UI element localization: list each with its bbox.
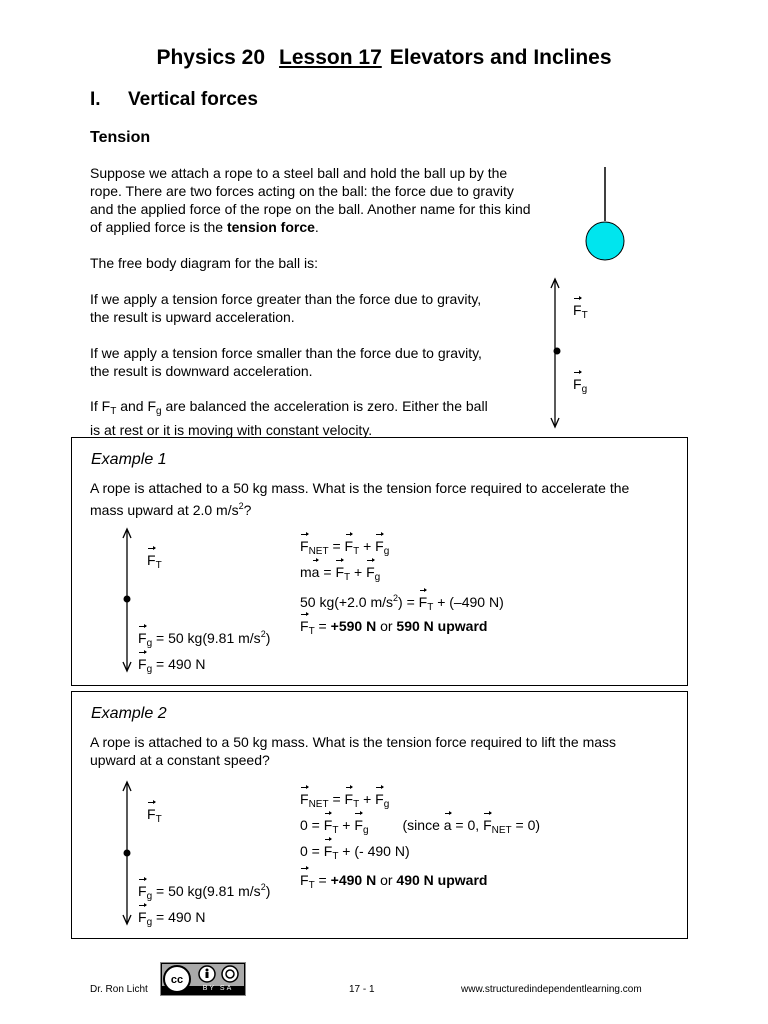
fbd-intro: The free body diagram for the ball is:: [90, 255, 319, 271]
ex1-answer: $F_T = +590$ N or 590 N upward: [300, 618, 488, 637]
steel-ball: [586, 222, 624, 260]
example-2-title: Example 2: [91, 705, 167, 722]
fbd-label-ft: $F_T$: [573, 302, 588, 321]
intro-line: and the applied force of the rope on the ball. Another name for this kind: [90, 201, 531, 217]
title-subject: Physics 20: [156, 46, 266, 69]
hanging-ball-diagram: [580, 165, 630, 265]
svg-text:cc: cc: [170, 974, 184, 986]
footer-author: Dr. Ron Licht: [90, 984, 148, 995]
ex2-ft-label: $F_T$: [147, 806, 162, 825]
section-number: I.: [90, 89, 101, 110]
ex2-eq-zero: $0 = F_T + F_g$ (since a = 0, $F_{NET} = 0$): [300, 817, 541, 836]
fbd-label-fg: $F_g$: [573, 376, 588, 395]
ex2-eq-sub: $0 = F_T$ + (- 490 N): [300, 843, 410, 862]
ex1-fg-calc: $F_g = 50$ kg(9.81 $m/s^2$): [138, 629, 271, 649]
subsection-heading: Tension: [90, 129, 151, 146]
ex2-fg-value: $F_g = 490$ N: [138, 909, 206, 928]
example-1-fbd: [117, 528, 137, 674]
free-body-diagram: [545, 278, 565, 430]
intro-line: Suppose we attach a rope to a steel ball and hold the ball up by the: [90, 165, 508, 181]
tension-force-term: tension force: [226, 219, 315, 235]
section-heading: [90, 89, 258, 111]
ex1-eq-ma: ma = $F_T + F_g$: [300, 564, 381, 583]
section-title: Vertical forces: [128, 89, 258, 110]
example-1-title: Example 1: [91, 451, 167, 468]
footer-url[interactable]: www.structuredindependentlearning.com: [461, 984, 642, 995]
ex1-equations: [300, 536, 504, 618]
sa-icon: [222, 966, 238, 982]
downward-paragraph: If we apply a tension force smaller than the force due to gravity, the result is downward acceleration.: [90, 345, 482, 379]
ex2-fg-calc: $F_g = 50$ kg(9.81 $m/s^2$): [138, 882, 271, 902]
example-1-question: A rope is attached to a 50 kg mass. What is the tension force required to accelerate the mass upward at 2.0 $m/s^2$?: [90, 480, 630, 518]
ex2-answer: $F_T = +490$ N or 490 N upward: [300, 872, 488, 891]
title-lesson: Lesson 17: [279, 46, 382, 69]
ex1-eq-net: $F_{NET} = F_T + F_g$: [300, 538, 390, 557]
page-number: 17 - 1: [349, 984, 375, 995]
example-2-fbd: [117, 781, 137, 927]
intro-line: rope. There are two forces acting on the ball: the force due to gravity: [90, 183, 514, 199]
cc-badge-text: BY SA: [202, 985, 234, 992]
title-topic: Elevators and Inclines: [389, 46, 612, 69]
ex2-equations: [300, 789, 540, 867]
example-2-question: A rope is attached to a 50 kg mass. What is the tension force required to lift the mass upward at a constant speed?: [90, 734, 617, 768]
ex2-eq-net: $F_{NET} = F_T + F_g$: [300, 791, 390, 810]
ex1-fg-value: $F_g = 490$ N: [138, 656, 206, 675]
ex1-ft-label: $F_T$: [147, 552, 162, 571]
balanced-paragraph: If $F_T$ and $F_g$ are balanced the acceleration is zero. Either the ball is at rest or it is moving with constant velocity.: [90, 398, 488, 438]
intro-line: of applied force is the tension force.: [90, 219, 319, 235]
ex1-eq-sub: 50 kg(+2.0 $m/s^2) = F_T + (-490$ N): [300, 593, 504, 613]
ball-point: [554, 348, 561, 355]
page-title: [0, 46, 768, 70]
cc-license-badge[interactable]: [160, 962, 246, 996]
upward-paragraph: If we apply a tension force greater than the force due to gravity, the result is upward acceleration.: [90, 291, 482, 325]
intro-paragraph: [90, 164, 531, 236]
